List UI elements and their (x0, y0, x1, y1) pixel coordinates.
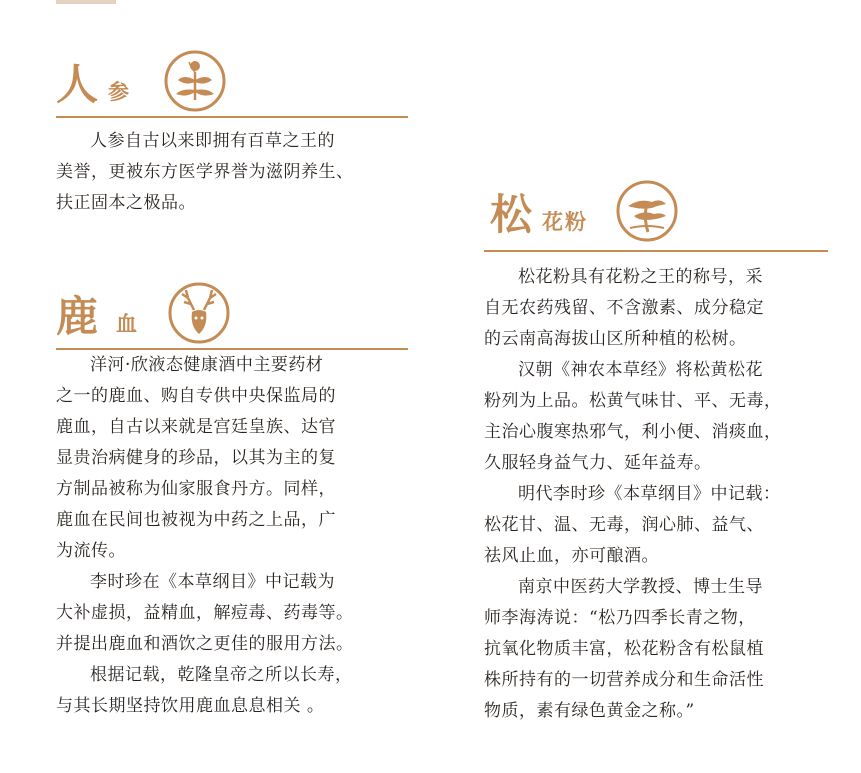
pine-pollen-paragraph-3: 明代李时珍《本草纲目》中记载： 松花甘、温、无毒，润心肺、益气、 祛风止血，亦可酿酒。 (484, 484, 781, 566)
ginseng-body (56, 126, 408, 219)
deer-blood-paragraph-2: 李时珍在《本草纲目》中记载为 大补虚损，益精血，解痘毒、药毒等。 并提出鹿血和酒饮之更佳的服用方法。 (56, 572, 354, 654)
pine-pollen-paragraph-1: 松花粉具有花粉之王的称号，采 自无农药残留、不含激素、成分稳定 的云南高海拔山区所种植的松树。 (484, 267, 764, 349)
deer-blood-heading (56, 280, 408, 344)
ginseng-paragraph: 人参自古以来即拥有百草之王的 美誉，更被东方医学界誉为滋阴养生、 扶正固本之极品。 (56, 131, 354, 213)
pine-pollen-paragraph-4: 南京中医药大学教授、博士生导 师李海涛说：“松乃四季长青之物， 抗氧化物质丰富，松花粉含有松鼠植 株所持有的一切营养成分和生命活性 物质，素有绿色黄金之称。” (484, 577, 764, 721)
ginseng-title-big: 人 (56, 60, 101, 109)
pine-pollen-title-big: 松 (490, 190, 535, 239)
pine-pollen-divider (484, 250, 828, 252)
pine-pollen-title-small: 花粉 (542, 209, 588, 234)
pine-pollen-body (484, 262, 828, 727)
deer-blood-title-big: 鹿 (56, 292, 101, 341)
deer-blood-paragraph-3: 根据记载，乾隆皇帝之所以长寿， 与其长期坚持饮用鹿血息息相关 。 (56, 665, 353, 716)
pine-pollen-heading (484, 178, 828, 242)
deer-blood-body (56, 350, 408, 722)
pine-pollen-section (484, 178, 828, 721)
ginseng-section (56, 48, 408, 213)
deer-blood-title-small: 血 (116, 311, 139, 336)
pine-pollen-paragraph-2: 汉朝《神农本草经》将松黄松花 粉列为上品。松黄气味甘、平、无毒， 主治心腹寒热邪气，利小便、消痰血， 久服轻身益气力、延年益寿。 (484, 360, 782, 473)
top-edge-decoration (56, 0, 116, 4)
deer-blood-section (56, 280, 408, 716)
pine-tree-icon (616, 180, 678, 242)
ginseng-title-small: 参 (108, 79, 131, 104)
ginseng-divider (56, 116, 408, 118)
ginseng-plant-icon (164, 50, 226, 112)
deer-blood-paragraph-1: 洋河·欣液态健康酒中主要药材 之一的鹿血、购自专供中央保监局的 鹿血，自古以来就是宫廷皇族、达官 显贵治病健身的珍品，以其为主的复 方制品被称为仙家服食丹方。同样， 鹿血在民间也被视为中药之上品，广 为流传。 (56, 355, 336, 561)
ginseng-heading (56, 48, 408, 112)
deer-head-icon (168, 282, 230, 344)
